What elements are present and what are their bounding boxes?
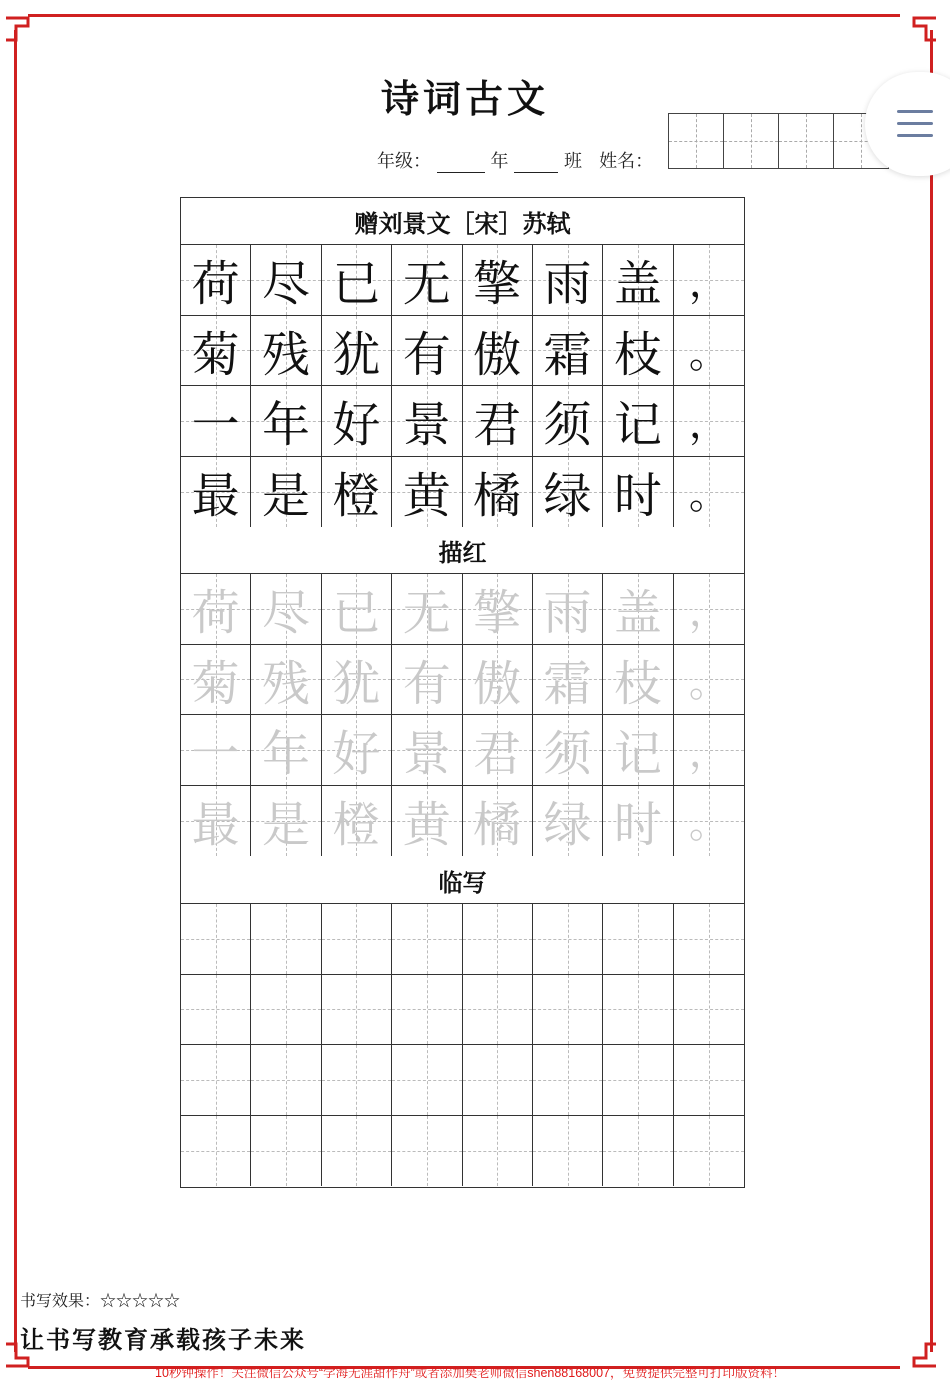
- character: 君: [473, 726, 522, 783]
- character-cell: [322, 386, 392, 456]
- character-cell: [674, 245, 744, 315]
- grid-row: [181, 1116, 744, 1187]
- character-cell[interactable]: [251, 1045, 321, 1115]
- character: 霜: [543, 326, 592, 383]
- name-boxes[interactable]: [669, 113, 889, 169]
- character-cell[interactable]: [251, 975, 321, 1045]
- character: 橘: [473, 797, 522, 854]
- character: 枝: [613, 326, 662, 383]
- character: 盖: [613, 585, 662, 642]
- character: ，: [688, 260, 729, 307]
- character: 无: [402, 585, 451, 642]
- grid-row: [181, 786, 744, 857]
- character-cell: [674, 574, 744, 644]
- character-cell: [533, 786, 603, 857]
- character-cell[interactable]: [674, 975, 744, 1045]
- character: 菊: [191, 326, 240, 383]
- menu-icon: [897, 122, 933, 125]
- character: 景: [402, 726, 451, 783]
- character: 擎: [473, 585, 522, 642]
- character-cell: [603, 645, 673, 715]
- character: 尽: [262, 256, 311, 313]
- character-cell: [463, 786, 533, 857]
- character-cell: [322, 245, 392, 315]
- character-cell: [181, 786, 251, 857]
- character: 雨: [543, 585, 592, 642]
- character: 须: [543, 726, 592, 783]
- character-cell: [463, 386, 533, 456]
- character-cell: [251, 645, 321, 715]
- poem-heading: 赠刘景文［宋］苏轼: [181, 198, 744, 245]
- character: 一: [191, 726, 240, 783]
- character-cell: [251, 786, 321, 857]
- character: 荷: [191, 585, 240, 642]
- character-cell: [392, 386, 462, 456]
- grade-label: 年级：: [377, 151, 431, 172]
- character-cell: [603, 715, 673, 785]
- character: 擎: [473, 256, 522, 313]
- character-cell[interactable]: [251, 1116, 321, 1187]
- character-cell: [463, 457, 533, 528]
- character-cell: [533, 316, 603, 386]
- character-cell: [251, 245, 321, 315]
- class-label: 班: [563, 151, 582, 172]
- character-cell: [181, 316, 251, 386]
- copy-heading: 临写: [181, 857, 744, 904]
- grid-row: [181, 904, 744, 975]
- character: ，: [688, 401, 729, 448]
- corner-ornament-tl: [2, 14, 32, 44]
- character-cell: [392, 786, 462, 857]
- character: 记: [613, 397, 662, 454]
- character-cell: [392, 715, 462, 785]
- character: 君: [473, 397, 522, 454]
- character: 绿: [543, 797, 592, 854]
- character: 犹: [332, 655, 381, 712]
- character: 绿: [543, 468, 592, 525]
- character-cell[interactable]: [674, 904, 744, 974]
- grid-row: [181, 245, 744, 316]
- character: 残: [262, 655, 311, 712]
- character: 残: [262, 326, 311, 383]
- character-cell: [463, 245, 533, 315]
- character: 霜: [543, 655, 592, 712]
- character: 傲: [473, 655, 522, 712]
- character-cell[interactable]: [322, 904, 392, 974]
- character-cell: [463, 316, 533, 386]
- character-cell[interactable]: [181, 1045, 251, 1115]
- character: 景: [402, 397, 451, 454]
- character-cell[interactable]: [533, 904, 603, 974]
- character-cell: [392, 574, 462, 644]
- character-cell[interactable]: [463, 1045, 533, 1115]
- character: 傲: [473, 326, 522, 383]
- grade-blank[interactable]: [437, 154, 485, 173]
- grid-row: [181, 645, 744, 716]
- practice-sheet: [180, 197, 745, 1188]
- grid-row: [181, 1045, 744, 1116]
- character-cell: [181, 645, 251, 715]
- character: 好: [332, 397, 381, 454]
- frame-right: [930, 30, 933, 1352]
- character-cell[interactable]: [463, 1116, 533, 1187]
- name-box[interactable]: [668, 113, 724, 169]
- character-cell[interactable]: [322, 1116, 392, 1187]
- character-cell: [674, 316, 744, 386]
- character-cell: [533, 715, 603, 785]
- character-cell: [533, 386, 603, 456]
- character-cell: [181, 574, 251, 644]
- character: 橘: [473, 468, 522, 525]
- character-cell: [392, 457, 462, 528]
- character-cell[interactable]: [533, 1116, 603, 1187]
- copy-grid: [181, 904, 744, 1186]
- character-cell: [674, 645, 744, 715]
- corner-ornament-tr: [910, 14, 940, 44]
- character-cell: [251, 457, 321, 528]
- character: 最: [191, 797, 240, 854]
- poem-grid: [181, 245, 744, 527]
- character-cell: [533, 574, 603, 644]
- character-cell: [322, 645, 392, 715]
- character: 好: [332, 726, 381, 783]
- name-label: 姓名：: [599, 151, 654, 172]
- character-cell: [392, 645, 462, 715]
- character: 有: [402, 655, 451, 712]
- character: 菊: [191, 655, 240, 712]
- trace-heading: 描红: [181, 527, 744, 574]
- character-cell: [251, 386, 321, 456]
- character: 荷: [191, 256, 240, 313]
- character-cell: [251, 574, 321, 644]
- character-cell: [603, 316, 673, 386]
- character: 枝: [613, 655, 662, 712]
- character-cell: [322, 786, 392, 857]
- character: 时: [613, 797, 662, 854]
- character-cell[interactable]: [603, 904, 673, 974]
- character-cell: [322, 715, 392, 785]
- character: 是: [262, 797, 311, 854]
- character-cell: [463, 645, 533, 715]
- character: 有: [402, 326, 451, 383]
- character-cell: [674, 386, 744, 456]
- character: 盖: [613, 256, 662, 313]
- character: ，: [688, 589, 729, 636]
- character-cell[interactable]: [392, 975, 462, 1045]
- character-cell: [674, 457, 744, 528]
- character: 记: [613, 726, 662, 783]
- character-cell: [463, 574, 533, 644]
- character-cell: [533, 245, 603, 315]
- character: 橙: [332, 468, 381, 525]
- grid-row: [181, 975, 744, 1046]
- character-cell[interactable]: [181, 904, 251, 974]
- character-cell: [181, 245, 251, 315]
- frame-top: [28, 14, 900, 17]
- frame-left: [14, 30, 17, 1352]
- name-box[interactable]: [778, 113, 834, 169]
- character-cell[interactable]: [674, 1045, 744, 1115]
- page-title: 诗词古文: [380, 76, 549, 121]
- character-cell: [533, 645, 603, 715]
- character-cell[interactable]: [322, 975, 392, 1045]
- character: 年: [262, 726, 311, 783]
- menu-icon: [897, 110, 933, 113]
- character: 年: [262, 397, 311, 454]
- character-cell[interactable]: [322, 1045, 392, 1115]
- character-cell[interactable]: [674, 1116, 744, 1187]
- character: 橙: [332, 797, 381, 854]
- character-cell: [392, 245, 462, 315]
- student-info: [377, 147, 653, 173]
- character: 已: [332, 585, 381, 642]
- character: 已: [332, 256, 381, 313]
- year-label: 年: [490, 151, 509, 172]
- grid-row: [181, 386, 744, 457]
- character-cell: [674, 715, 744, 785]
- grid-row: [181, 457, 744, 528]
- rating-label: 书写效果：☆☆☆☆☆: [20, 1291, 181, 1310]
- character-cell: [181, 457, 251, 528]
- character-cell: [674, 786, 744, 857]
- character: 。: [688, 801, 729, 848]
- character: 。: [688, 659, 729, 706]
- character-cell[interactable]: [603, 1116, 673, 1187]
- character-cell[interactable]: [533, 1045, 603, 1115]
- character-cell[interactable]: [251, 904, 321, 974]
- character: 尽: [262, 585, 311, 642]
- character-cell: [251, 715, 321, 785]
- character-cell: [603, 786, 673, 857]
- promo-note: 10秒钟操作！关注微信公众号“学海无涯甜作舟”或者添加樊老师微信shen88168007，免费提供完整可打印版资料！: [155, 1366, 785, 1380]
- grid-row: [181, 574, 744, 645]
- character-cell: [603, 245, 673, 315]
- character: 须: [543, 397, 592, 454]
- character-cell: [322, 457, 392, 528]
- character-cell: [603, 457, 673, 528]
- character-cell[interactable]: [463, 904, 533, 974]
- character-cell[interactable]: [392, 904, 462, 974]
- character: ，: [688, 730, 729, 777]
- character: 黄: [402, 797, 451, 854]
- character-cell: [603, 386, 673, 456]
- character: 无: [402, 256, 451, 313]
- character: 时: [613, 468, 662, 525]
- character-cell: [392, 316, 462, 386]
- class-blank[interactable]: [514, 154, 558, 173]
- character-cell: [322, 574, 392, 644]
- character-cell[interactable]: [603, 975, 673, 1045]
- character-cell[interactable]: [603, 1045, 673, 1115]
- menu-icon: [897, 134, 933, 137]
- trace-grid: [181, 574, 744, 856]
- character: 。: [688, 472, 729, 519]
- character: 一: [191, 397, 240, 454]
- name-box[interactable]: [723, 113, 779, 169]
- character: 。: [688, 330, 729, 377]
- character: 犹: [332, 326, 381, 383]
- character-cell: [251, 316, 321, 386]
- character-cell: [322, 316, 392, 386]
- character-cell: [463, 715, 533, 785]
- character-cell[interactable]: [181, 1116, 251, 1187]
- character-cell[interactable]: [463, 975, 533, 1045]
- grid-row: [181, 316, 744, 387]
- character-cell: [181, 715, 251, 785]
- character-cell[interactable]: [392, 1116, 462, 1187]
- character-cell[interactable]: [392, 1045, 462, 1115]
- character-cell: [533, 457, 603, 528]
- grid-row: [181, 715, 744, 786]
- character: 最: [191, 468, 240, 525]
- character-cell[interactable]: [181, 975, 251, 1045]
- character-cell: [603, 574, 673, 644]
- character: 是: [262, 468, 311, 525]
- character-cell[interactable]: [533, 975, 603, 1045]
- character-cell: [181, 386, 251, 456]
- character: 黄: [402, 468, 451, 525]
- character: 雨: [543, 256, 592, 313]
- slogan: 让书写教育承载孩子未来: [20, 1325, 306, 1354]
